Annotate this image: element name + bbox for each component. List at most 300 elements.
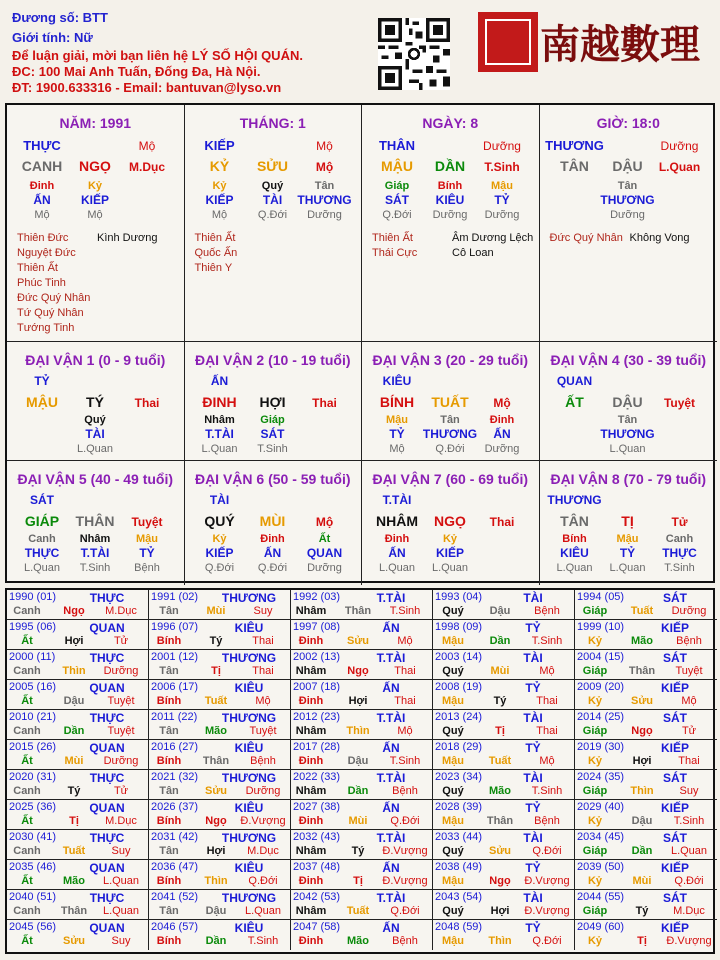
year-phase: T.Sinh [531, 785, 563, 797]
dai-van-cell [7, 461, 185, 585]
year-phase: Thai [394, 695, 416, 707]
year-star: SÁT [663, 591, 687, 605]
dai-van-star: T.TÀI [382, 493, 412, 507]
dai-van-cell [362, 342, 540, 461]
year-label: 1990 (01) [9, 591, 57, 603]
year-stem: Ất [21, 635, 33, 647]
year-cell[interactable] [433, 650, 575, 680]
hidden-stem: Giáp [260, 414, 285, 426]
year-branch: Sửu [204, 785, 228, 797]
year-cell[interactable] [149, 590, 291, 620]
year-label: 1996 (07) [151, 621, 199, 633]
dai-van-title: ĐẠI VẬN 7 (60 - 69 tuổi) [372, 471, 529, 487]
year-branch: Tuất [62, 845, 86, 857]
year-stem: Đinh [298, 875, 324, 887]
year-branch: Ngọ [489, 875, 511, 887]
dai-van-star: QUAN [556, 374, 593, 388]
year-stem: Kỷ [587, 635, 603, 647]
year-cell[interactable] [575, 710, 717, 740]
year-label: 1991 (02) [151, 591, 199, 603]
year-cell[interactable] [433, 920, 575, 950]
year-label: 2014 (25) [577, 711, 625, 723]
year-label: 1997 (08) [293, 621, 341, 633]
year-phase: T.Sinh [531, 635, 563, 647]
year-cell[interactable] [575, 740, 717, 770]
hidden-stem: Kỷ [212, 180, 227, 192]
header [0, 0, 720, 100]
annual-table [5, 588, 715, 954]
year-branch: Thân [344, 605, 372, 617]
year-star: T.TÀI [376, 591, 406, 605]
year-cell[interactable] [291, 800, 433, 830]
hidden-star: THỰC [24, 546, 60, 560]
hidden-stem: Đinh [29, 180, 55, 192]
dai-van-title: ĐẠI VẬN 8 (70 - 79 tuổi) [550, 471, 707, 487]
year-stem: Giáp [582, 665, 608, 677]
aux-star: Quốc Ấn [194, 247, 238, 259]
hidden-star: SÁT [260, 427, 285, 441]
year-cell[interactable] [575, 920, 717, 950]
year-branch: Hợi [632, 755, 652, 767]
dai-van-title: ĐẠI VẬN 2 (10 - 19 tuổi) [194, 352, 351, 368]
aux-star-right: Kình Dương [97, 232, 158, 244]
hidden-star: KIẾP [205, 193, 234, 207]
year-branch: Dậu [347, 755, 369, 767]
year-star: ẤN [382, 801, 400, 815]
year-cell[interactable] [433, 770, 575, 800]
year-cell[interactable] [7, 770, 149, 800]
year-cell[interactable] [575, 800, 717, 830]
dai-van-cell [540, 461, 718, 585]
hidden-phase: Dưỡng [307, 209, 342, 221]
year-stem: Đinh [298, 935, 324, 947]
year-cell[interactable] [291, 830, 433, 860]
dai-van-phase: Mộ [493, 396, 511, 410]
branch-phase: L.Quan [658, 160, 701, 174]
seal-stamp [478, 12, 538, 72]
qr-code-icon[interactable] [378, 18, 450, 90]
year-branch: Ngọ [63, 605, 85, 617]
year-stem: Đinh [298, 815, 324, 827]
hidden-phase: L.Quan [609, 443, 646, 455]
year-phase: Thai [678, 755, 700, 767]
aux-star: Thiên Ất [17, 262, 58, 274]
year-cell[interactable] [7, 650, 149, 680]
year-star: KIẾP [660, 921, 690, 935]
hidden-phase: T.Sinh [664, 562, 695, 574]
hidden-stem: Ất [318, 533, 331, 545]
owner-value: BTT [82, 10, 108, 25]
year-label: 2013 (24) [435, 711, 483, 723]
year-label: 2048 (59) [435, 921, 483, 933]
year-cell[interactable] [149, 890, 291, 920]
year-label: 2000 (11) [9, 651, 56, 663]
year-phase: Thai [252, 635, 274, 647]
hidden-phase: Q.Đới [204, 562, 235, 574]
year-star: SÁT [663, 771, 687, 785]
year-cell[interactable] [575, 890, 717, 920]
year-label: 2007 (18) [293, 681, 341, 693]
year-cell[interactable] [149, 920, 291, 950]
year-cell[interactable] [7, 590, 149, 620]
hidden-stem: Nhâm [79, 533, 111, 545]
year-stem: Nhâm [295, 605, 327, 617]
year-star: TỶ [525, 741, 541, 755]
year-phase: Dưỡng [103, 755, 139, 767]
year-label: 2011 (22) [151, 711, 198, 723]
hidden-stem: Kỷ [212, 533, 227, 545]
year-star: THỰC [89, 891, 125, 905]
year-branch: Mão [63, 875, 85, 887]
main-star: THƯƠNG [545, 138, 604, 153]
hidden-stem: Nhâm [204, 414, 235, 426]
year-cell[interactable] [7, 680, 149, 710]
year-phase: Dưỡng [245, 785, 281, 797]
hidden-star: ẤN [263, 546, 282, 560]
year-cell[interactable] [291, 620, 433, 650]
year-stem: Quý [442, 845, 464, 857]
year-stem: Bính [156, 755, 182, 767]
year-star: THƯƠNG [221, 831, 277, 845]
year-stem: Canh [13, 905, 41, 917]
year-star: THỰC [89, 831, 125, 845]
earth-branch: DẦN [434, 158, 466, 174]
year-label: 2005 (16) [9, 681, 57, 693]
pillar-title: NĂM: 1991 [59, 115, 132, 131]
main-phase: Mộ [138, 139, 156, 153]
aux-star: Thiên Ất [194, 232, 236, 244]
year-phase: Tuyệt [249, 725, 277, 737]
year-phase: Tuyệt [675, 665, 703, 677]
year-label: 2047 (58) [293, 921, 341, 933]
year-stem: Canh [13, 785, 41, 797]
chart-board [5, 103, 715, 583]
hidden-phase: Mộ [34, 209, 50, 221]
year-stem: Quý [442, 785, 464, 797]
year-cell[interactable] [433, 800, 575, 830]
aux-star-right: Không Vong [629, 232, 690, 244]
year-cell[interactable] [575, 620, 717, 650]
year-cell[interactable] [149, 680, 291, 710]
year-branch: Ngọ [205, 815, 227, 827]
earth-branch: NGỌ [79, 158, 111, 174]
year-branch: Hợi [348, 695, 368, 707]
hidden-stem: Mậu [491, 180, 513, 192]
year-phase: Đ.Vượng [382, 845, 428, 857]
year-cell[interactable] [149, 800, 291, 830]
year-cell[interactable] [433, 890, 575, 920]
year-star: SÁT [663, 711, 687, 725]
year-stem: Tân [159, 845, 179, 857]
hidden-stem: Tân [617, 414, 638, 426]
year-cell[interactable] [149, 620, 291, 650]
year-cell[interactable] [575, 830, 717, 860]
year-branch: Hợi [206, 845, 226, 857]
dai-van-branch: DẬU [612, 394, 643, 410]
hidden-phase: L.Quan [556, 562, 593, 574]
year-label: 2025 (36) [9, 801, 57, 813]
hidden-phase: Dưỡng [432, 209, 468, 221]
hidden-star: THƯƠNG [422, 427, 478, 441]
year-stem: Canh [13, 665, 41, 677]
hidden-phase: Dưỡng [307, 562, 342, 574]
year-branch: Dần [347, 785, 369, 797]
year-cell[interactable] [291, 590, 433, 620]
year-cell[interactable] [7, 740, 149, 770]
year-stem: Tân [159, 605, 179, 617]
hidden-stem: Kỷ [442, 533, 458, 545]
year-cell[interactable] [291, 680, 433, 710]
hidden-star: KIẾP [435, 546, 465, 560]
year-cell[interactable] [149, 860, 291, 890]
year-phase: L.Quan [102, 905, 140, 917]
dai-van-star: ẤN [210, 374, 229, 388]
year-phase: Suy [679, 785, 699, 797]
year-star: THƯƠNG [221, 651, 277, 665]
year-phase: Thai [536, 695, 558, 707]
year-branch: Tị [211, 665, 221, 677]
hidden-star: KIẾP [205, 546, 234, 560]
year-cell[interactable] [433, 710, 575, 740]
year-cell[interactable] [575, 680, 717, 710]
year-stem: Kỷ [587, 935, 603, 947]
dai-van-stem: MẬU [26, 394, 58, 410]
year-star: KIẾP [660, 681, 690, 695]
year-star: QUAN [89, 741, 125, 755]
dai-van-branch: NGỌ [434, 513, 466, 529]
year-stem: Bính [156, 935, 182, 947]
hidden-star: TỶ [139, 546, 155, 560]
year-cell[interactable] [433, 830, 575, 860]
year-cell[interactable] [7, 710, 149, 740]
year-branch: Thìn [204, 875, 228, 887]
year-label: 2015 (26) [9, 741, 57, 753]
dai-van-cell [185, 342, 363, 461]
year-label: 2008 (19) [435, 681, 483, 693]
year-stem: Kỷ [587, 875, 603, 887]
hidden-star: KIÊU [560, 546, 589, 560]
dai-van-phase: Tuyệt [663, 396, 696, 410]
year-cell[interactable] [433, 680, 575, 710]
hidden-stem: Canh [28, 533, 56, 545]
year-label: 2018 (29) [435, 741, 483, 753]
year-label: 2039 (50) [577, 861, 625, 873]
year-branch: Tị [69, 815, 79, 827]
year-branch: Dần [205, 935, 227, 947]
year-cell[interactable] [433, 740, 575, 770]
year-star: QUAN [89, 621, 125, 635]
year-cell[interactable] [7, 890, 149, 920]
year-cell[interactable] [291, 710, 433, 740]
year-star: T.TÀI [376, 891, 406, 905]
dai-van-title: ĐẠI VẬN 4 (30 - 39 tuổi) [550, 352, 707, 368]
year-cell[interactable] [149, 830, 291, 860]
year-star: ẤN [382, 921, 400, 935]
year-cell[interactable] [7, 920, 149, 950]
year-stem: Giáp [582, 785, 608, 797]
year-label: 2003 (14) [435, 651, 483, 663]
year-stem: Mậu [442, 695, 464, 707]
hidden-phase: L.Quan [609, 562, 646, 574]
year-branch: Ngọ [347, 665, 369, 677]
year-branch: Mùi [632, 875, 652, 887]
gender-line [12, 30, 93, 46]
year-label: 2010 (21) [9, 711, 57, 723]
year-cell[interactable] [7, 860, 149, 890]
year-label: 2027 (38) [293, 801, 341, 813]
year-stem: Nhâm [295, 905, 327, 917]
year-cell[interactable] [149, 710, 291, 740]
dai-van-star: TỶ [34, 374, 50, 388]
year-stem: Mậu [442, 875, 464, 887]
year-label: 2017 (28) [293, 741, 341, 753]
year-star: T.TÀI [376, 831, 406, 845]
year-phase: Đ.Vượng [240, 815, 286, 827]
year-cell[interactable] [433, 620, 575, 650]
dai-van-title: ĐẠI VẬN 3 (20 - 29 tuổi) [372, 352, 529, 368]
year-branch: Thân [628, 665, 656, 677]
hidden-star: SÁT [385, 193, 409, 207]
year-branch: Tị [495, 725, 505, 737]
year-stem: Canh [13, 845, 41, 857]
year-cell[interactable] [7, 830, 149, 860]
hidden-phase: Mộ [389, 443, 405, 455]
year-star: T.TÀI [376, 771, 406, 785]
year-branch: Ngọ [631, 725, 653, 737]
year-star: TỶ [525, 681, 541, 695]
address-line: ĐC: 100 Mai Anh Tuấn, Đống Đa, Hà Nội. [12, 64, 261, 79]
year-cell[interactable] [575, 860, 717, 890]
year-star: TÀI [523, 891, 543, 905]
hidden-star: T.TÀI [80, 546, 110, 560]
dai-van-branch: HỢI [259, 394, 286, 410]
year-cell[interactable] [7, 800, 149, 830]
dai-van-branch: MÙI [259, 513, 286, 529]
year-branch: Sửu [630, 695, 654, 707]
year-label: 2016 (27) [151, 741, 199, 753]
year-cell[interactable] [575, 770, 717, 800]
year-phase: L.Quan [670, 845, 708, 857]
year-branch: Tuất [630, 605, 654, 617]
hidden-phase: Dưỡng [484, 209, 520, 221]
dai-van-branch: TỊ [621, 513, 634, 529]
year-stem: Nhâm [295, 785, 327, 797]
year-branch: Thìn [488, 935, 512, 947]
year-stem: Ất [21, 875, 33, 887]
year-cell[interactable] [291, 650, 433, 680]
year-star: KIÊU [234, 681, 264, 695]
year-phase: M.Dục [105, 815, 137, 827]
year-cell[interactable] [575, 590, 717, 620]
hidden-stem: Canh [665, 533, 694, 545]
dai-van-star: SÁT [30, 493, 54, 507]
dai-van-phase: Thai [489, 515, 515, 529]
dai-van-stem: BÍNH [379, 394, 415, 410]
year-phase: L.Quan [244, 905, 282, 917]
year-star: KIẾP [660, 801, 690, 815]
year-branch: Mão [347, 935, 369, 947]
dai-van-branch: TUẤT [431, 394, 469, 410]
hidden-stem: Tân [617, 180, 638, 192]
year-stem: Mậu [442, 935, 464, 947]
main-phase: Dưỡng [483, 139, 521, 153]
year-stem: Ất [21, 815, 33, 827]
year-cell[interactable] [433, 590, 575, 620]
year-stem: Canh [13, 725, 41, 737]
year-branch: Tị [637, 935, 647, 947]
pillar-title: THÁNG: 1 [239, 115, 306, 131]
year-cell[interactable] [149, 740, 291, 770]
aux-star: Nguyệt Đức [17, 247, 76, 259]
hidden-star: TỶ [389, 427, 405, 441]
year-branch: Thìn [630, 785, 654, 797]
year-star: TỶ [525, 621, 541, 635]
dai-van-phase: Thai [134, 396, 160, 410]
year-cell[interactable] [433, 860, 575, 890]
year-stem: Giáp [582, 725, 608, 737]
year-cell[interactable] [149, 770, 291, 800]
year-star: KIÊU [234, 861, 264, 875]
year-stem: Ất [21, 935, 33, 947]
aux-star: Tướng Tinh [17, 322, 75, 334]
year-branch: Mão [205, 725, 227, 737]
year-phase: Mộ [539, 755, 555, 767]
year-star: ẤN [382, 681, 400, 695]
year-label: 2041 (52) [151, 891, 199, 903]
year-cell[interactable] [575, 650, 717, 680]
year-phase: Tuyệt [107, 725, 135, 737]
year-cell[interactable] [291, 740, 433, 770]
year-phase: Mộ [255, 695, 271, 707]
year-stem: Bính [156, 875, 182, 887]
hidden-phase: Q.Đới [435, 443, 465, 455]
year-cell[interactable] [291, 920, 433, 950]
year-branch: Sửu [62, 935, 86, 947]
year-star: ẤN [382, 741, 400, 755]
year-cell[interactable] [7, 620, 149, 650]
year-phase: Đ.Vượng [524, 905, 570, 917]
hidden-stem: Giáp [384, 180, 410, 192]
year-cell[interactable] [291, 860, 433, 890]
year-branch: Tuất [488, 755, 512, 767]
year-cell[interactable] [291, 890, 433, 920]
year-phase: Tử [113, 785, 129, 797]
year-branch: Thìn [62, 665, 86, 677]
year-phase: T.Sinh [247, 935, 279, 947]
year-cell[interactable] [291, 770, 433, 800]
year-stem: Bính [156, 695, 182, 707]
year-label: 2049 (60) [577, 921, 625, 933]
main-star: THỰC [23, 138, 61, 153]
pillar-title: NGÀY: 8 [422, 115, 479, 131]
year-phase: Tử [113, 635, 129, 647]
year-star: KIẾP [660, 741, 690, 755]
hidden-star: QUAN [306, 546, 343, 560]
year-label: 1992 (03) [293, 591, 341, 603]
year-phase: Tử [681, 725, 697, 737]
dai-van-phase: Tuyệt [131, 515, 163, 529]
year-stem: Kỷ [587, 695, 603, 707]
year-stem: Tân [159, 665, 179, 677]
dai-van-stem: ẤT [565, 394, 584, 410]
dai-van-stem: QUÝ [204, 513, 235, 529]
hidden-phase: L.Quan [76, 443, 114, 455]
hidden-stem: Bính [437, 180, 463, 192]
aux-star-right: Âm Dương Lệch [452, 232, 534, 244]
year-phase: Thai [252, 665, 274, 677]
year-cell[interactable] [149, 650, 291, 680]
earth-branch: SỬU [256, 158, 289, 174]
